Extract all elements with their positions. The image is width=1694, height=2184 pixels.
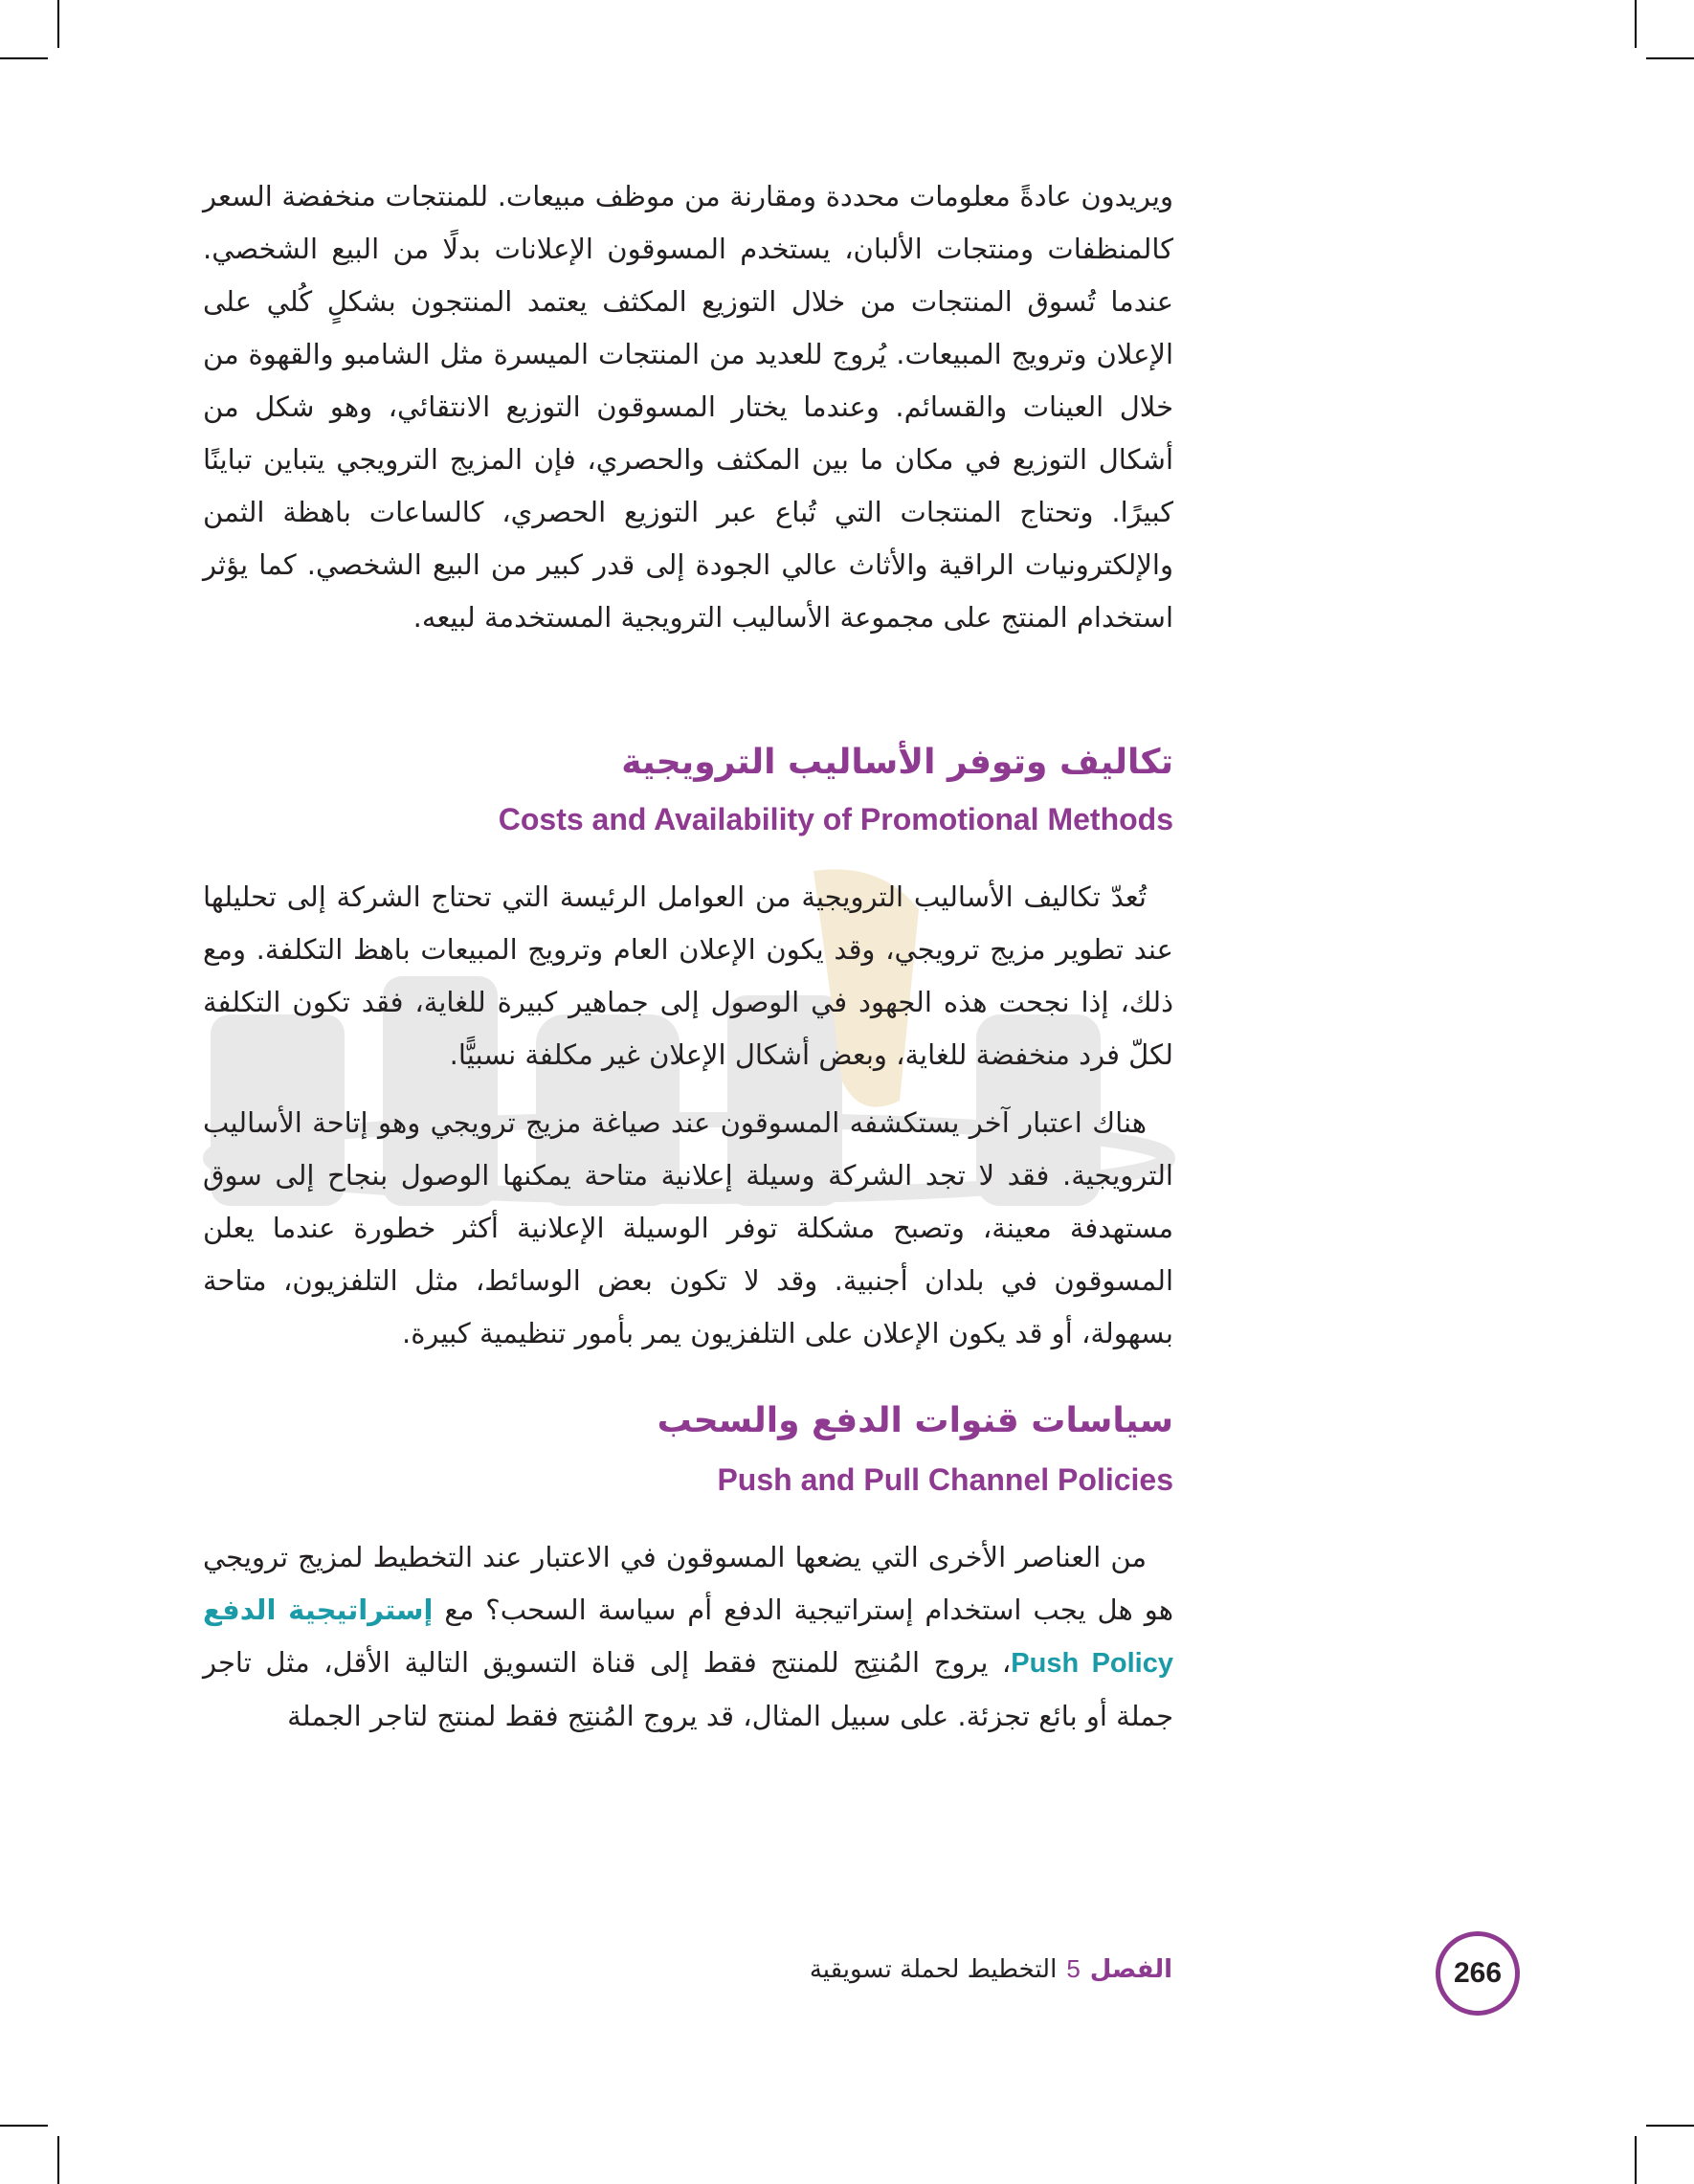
running-footer bbox=[810, 1954, 1172, 1984]
crop-mark bbox=[57, 0, 59, 48]
section-push-pull-heading bbox=[203, 1397, 1173, 1501]
crop-mark bbox=[57, 2136, 59, 2184]
crop-mark bbox=[1646, 2125, 1694, 2127]
paragraph: ويريدون عادةً معلومات محددة ومقارنة من موظف مبيعات. للمنتجات منخفضة السعر كالمنظفات ومنتجات الألبان، يستخدم المسوقون الإعلانات بدلًا من البيع الشخصي. عندما تُسوق المنتجات من خلال التوزيع المكثف يعتمد المنتجون بشكلٍ كُلي على الإعلان وترويج المبيعات. يُروج للعديد من المنتجات الميسرة مثل الشامبو والقهوة من خلال العينات والقسائم. وعندما يختار المسوقون التوزيع الانتقائي، وهو شكل من أشكال التوزيع في مكان ما بين المكثف والحصري، فإن المزيج الترويجي يتباين تباينًا كبيرًا. وتحتاج المنتجات التي تُباع عبر التوزيع الحصري، كالساعات باهظة الثمن والإلكترونيات الراقية والأثاث عالي الجودة إلى قدر كبير من البيع الشخصي. كما يؤثر استخدام المنتج على مجموعة الأساليب الترويجية المستخدمة لبيعه. bbox=[203, 180, 1173, 634]
crop-mark bbox=[0, 2125, 48, 2127]
chapter-title: التخطيط لحملة تسويقية bbox=[809, 1955, 1058, 1984]
term-push-strategy: إستراتيجية الدفع bbox=[203, 1593, 434, 1626]
term-push-policy: Push Policy bbox=[1011, 1648, 1173, 1679]
section-title-en: Costs and Availability of Promotional Methods bbox=[498, 802, 1173, 836]
paragraph-text: ، يروج المُنتِج للمنتج فقط إلى قناة التسويق التالية الأقل، مثل تاجر جملة أو بائع تجزئة. على سبيل المثال، قد يروج المُنتِج فقط لمنتج لتاجر الجملة bbox=[203, 1646, 1173, 1732]
section-title-ar: سياسات قنوات الدفع والسحب bbox=[657, 1401, 1173, 1440]
crop-mark bbox=[1635, 0, 1637, 48]
section-title-en: Push and Pull Channel Policies bbox=[717, 1462, 1173, 1497]
paragraph: تُعدّ تكاليف الأساليب الترويجية من العوامل الرئيسة التي تحتاج الشركة إلى تحليلها عند تطوير مزيج ترويجي، وقد يكون الإعلان العام وترويج المبيعات باهظ التكلفة. ومع ذلك، إذا نجحت هذه الجهود في الوصول إلى جماهير كبيرة للغاية، فقد تكون التكلفة لكلّ فرد منخفضة للغاية، وبعض أشكال الإعلان غير مكلفة نسبيًّا. bbox=[203, 880, 1173, 1071]
paragraph-text: من العناصر الأخرى التي يضعها المسوقون في الاعتبار عند التخطيط لمزيج ترويجي هو هل يجب استخدام إستراتيجية الدفع أم سياسة السحب؟ مع bbox=[203, 1541, 1173, 1626]
chapter-label: الفصل bbox=[1089, 1955, 1172, 1984]
section-costs-heading bbox=[203, 739, 1173, 840]
body-text-top bbox=[203, 170, 1173, 644]
paragraph bbox=[203, 1531, 1173, 1743]
section-costs-body bbox=[203, 871, 1173, 1360]
page-number: 266 bbox=[1436, 1931, 1520, 2016]
crop-mark bbox=[1646, 57, 1694, 59]
paragraph: هناك اعتبار آخر يستكشفه المسوقون عند صياغة مزيج ترويجي وهو إتاحة الأساليب الترويجية. فقد لا تجد الشركة وسيلة إعلانية متاحة يمكنها الوصول بنجاح إلى سوق مستهدفة معينة، وتصبح مشكلة توفر الوسيلة الإعلانية أكثر خطورة عندما يعلن المسوقون في بلدان أجنبية. وقد لا تكون بعض الوسائط، مثل التلفزيون، متاحة بسهولة، أو قد يكون الإعلان على التلفزيون يمر بأمور تنظيمية كبيرة. bbox=[203, 1106, 1173, 1349]
chapter-number: 5 bbox=[1066, 1954, 1081, 1983]
crop-mark bbox=[0, 57, 48, 59]
section-push-pull-body bbox=[203, 1531, 1173, 1743]
crop-mark bbox=[1635, 2136, 1637, 2184]
section-title-ar: تكاليف وتوفر الأساليب الترويجية bbox=[621, 743, 1173, 782]
